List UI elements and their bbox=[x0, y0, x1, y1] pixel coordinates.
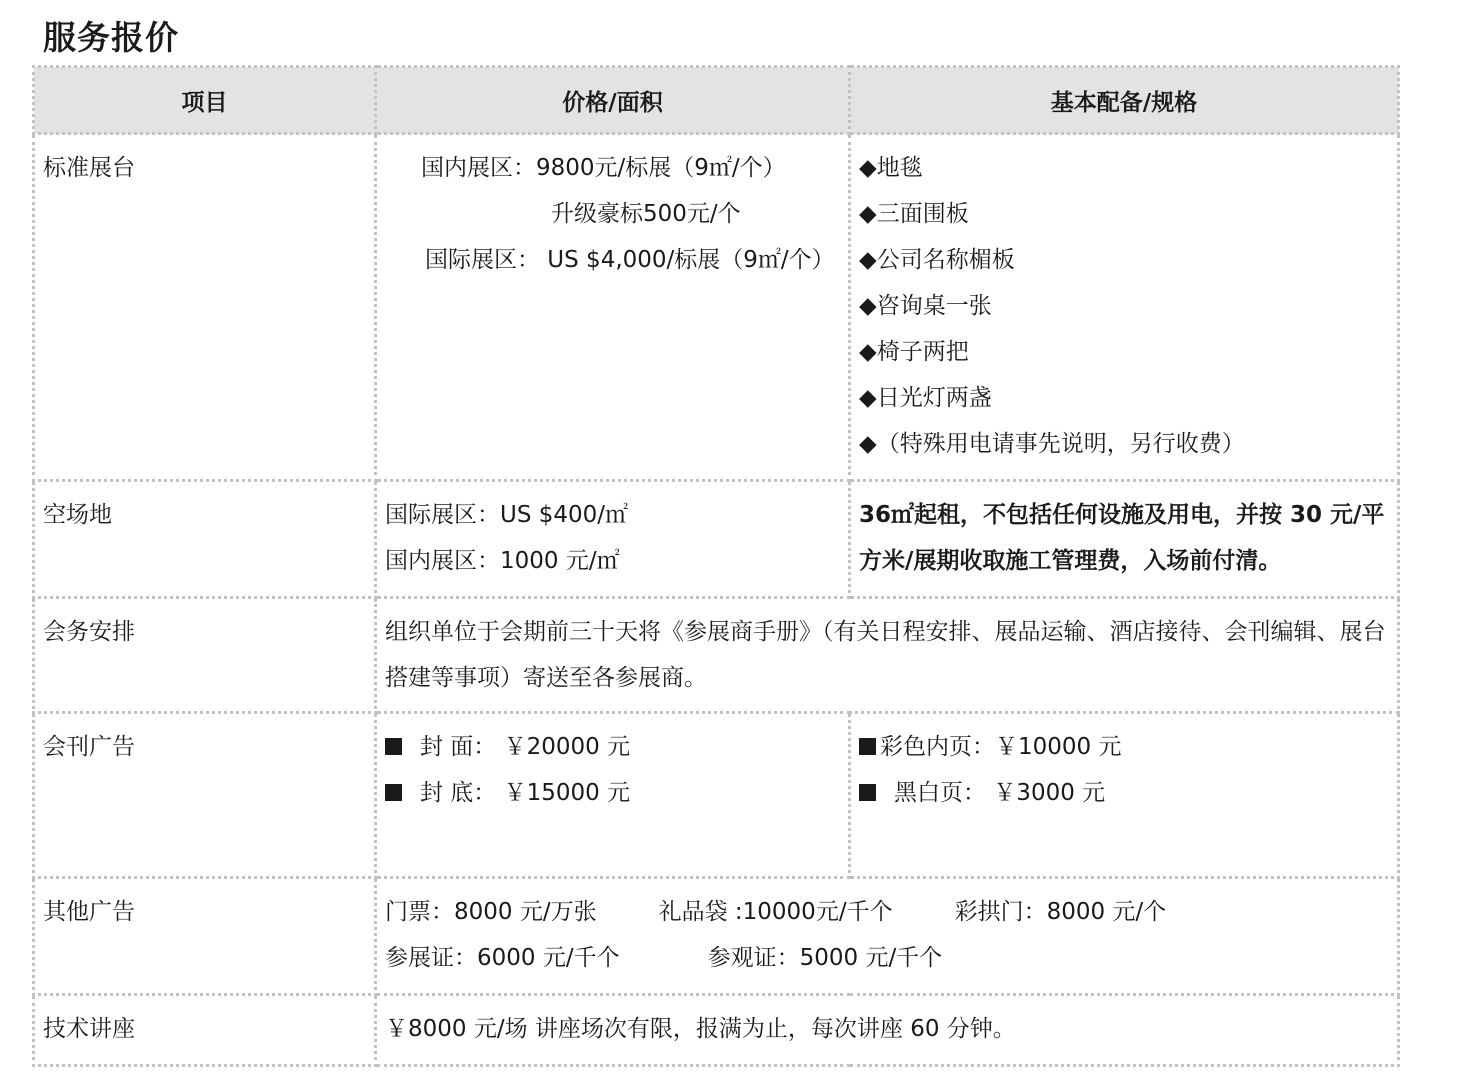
spec-item: ◆地毯 bbox=[859, 155, 923, 181]
item-other-ads: 其他广告 bbox=[34, 878, 376, 995]
item-meeting: 会务安排 bbox=[34, 598, 376, 713]
ad-color-page-text: 彩色内页：￥10000 元 bbox=[880, 734, 1122, 760]
ad-gift-bag: 礼品袋 :10000元/千个 bbox=[658, 899, 893, 925]
price-magazine-ads bbox=[376, 713, 850, 878]
ad-bw-page-text: 黑白页： ￥3000 元 bbox=[894, 780, 1106, 806]
table-row-other-ads bbox=[34, 878, 1399, 995]
ad-line-back-cover bbox=[385, 770, 840, 816]
price-line-international: 国际展区：US $400/㎡ bbox=[385, 502, 629, 528]
ad-ticket: 门票：8000 元/万张 bbox=[385, 899, 597, 925]
price-line-domestic: 国内展区：1000 元/㎡ bbox=[385, 548, 620, 574]
spec-standard-booth bbox=[850, 134, 1399, 481]
meeting-text: 组织单位于会期前三十天将《参展商手册》（有关日程安排、展品运输、酒店接待、会刊编辑、展台搭建等事项）寄送至各参展商。 bbox=[376, 598, 1399, 713]
ad-back-cover-text: 封 底： ￥15000 元 bbox=[420, 780, 631, 806]
item-magazine-ads: 会刊广告 bbox=[34, 713, 376, 878]
price-line-upgrade: 升级豪标500元/个 bbox=[551, 201, 741, 227]
ad-exhibitor-badge: 参展证：6000 元/千个 bbox=[385, 945, 620, 971]
spec-item: ◆椅子两把 bbox=[859, 339, 969, 365]
spec-item: ◆日光灯两盏 bbox=[859, 385, 992, 411]
header-spec: 基本配备/规格 bbox=[850, 67, 1399, 134]
ad-cover-text: 封 面： ￥20000 元 bbox=[420, 734, 631, 760]
spec-item: ◆公司名称楣板 bbox=[859, 247, 1015, 273]
ad-arch: 彩拱门：8000 元/个 bbox=[954, 899, 1167, 925]
other-ads-line-2 bbox=[385, 935, 1389, 981]
spec-item: ◆咨询桌一张 bbox=[859, 293, 992, 319]
square-bullet-icon bbox=[385, 784, 402, 801]
table-row-tech-lecture bbox=[34, 995, 1399, 1066]
price-line-domestic: 国内展区：9800元/标展（9㎡/个） bbox=[421, 155, 786, 181]
ad-line-color-page bbox=[859, 724, 1389, 770]
square-bullet-icon bbox=[859, 784, 876, 801]
price-table bbox=[32, 65, 1400, 1067]
ad-line-cover bbox=[385, 724, 840, 770]
table-row-standard-booth bbox=[34, 134, 1399, 481]
spec-magazine-ads bbox=[850, 713, 1399, 878]
tech-lecture-text: ￥8000 元/场 讲座场次有限，报满为止，每次讲座 60 分钟。 bbox=[376, 995, 1399, 1066]
price-standard-booth bbox=[376, 134, 850, 481]
other-ads-content bbox=[376, 878, 1399, 995]
item-standard-booth: 标准展台 bbox=[34, 134, 376, 481]
ad-visitor-badge: 参观证：5000 元/千个 bbox=[707, 945, 943, 971]
header-price-area: 价格/面积 bbox=[376, 67, 850, 134]
price-line-international: 国际展区： US $4,000/标展（9㎡/个） bbox=[425, 247, 835, 273]
square-bullet-icon bbox=[385, 738, 402, 755]
spec-item: ◆三面围板 bbox=[859, 201, 969, 227]
table-header-row bbox=[34, 67, 1399, 134]
item-empty-space: 空场地 bbox=[34, 481, 376, 598]
page-title: 服务报价 bbox=[43, 18, 179, 57]
table-row-meeting bbox=[34, 598, 1399, 713]
ad-line-bw-page bbox=[859, 770, 1389, 816]
item-tech-lecture: 技术讲座 bbox=[34, 995, 376, 1066]
square-bullet-icon bbox=[859, 738, 876, 755]
spec-item: ◆（特殊用电请事先说明，另行收费） bbox=[859, 431, 1245, 457]
header-item: 项目 bbox=[34, 67, 376, 134]
table-row-empty-space bbox=[34, 481, 1399, 598]
spec-empty-space: 36㎡起租，不包括任何设施及用电，并按 30 元/平方米/展期收取施工管理费，入场前付清。 bbox=[850, 481, 1399, 598]
table-row-magazine-ads bbox=[34, 713, 1399, 878]
price-empty-space bbox=[376, 481, 850, 598]
other-ads-line-1 bbox=[385, 889, 1389, 935]
